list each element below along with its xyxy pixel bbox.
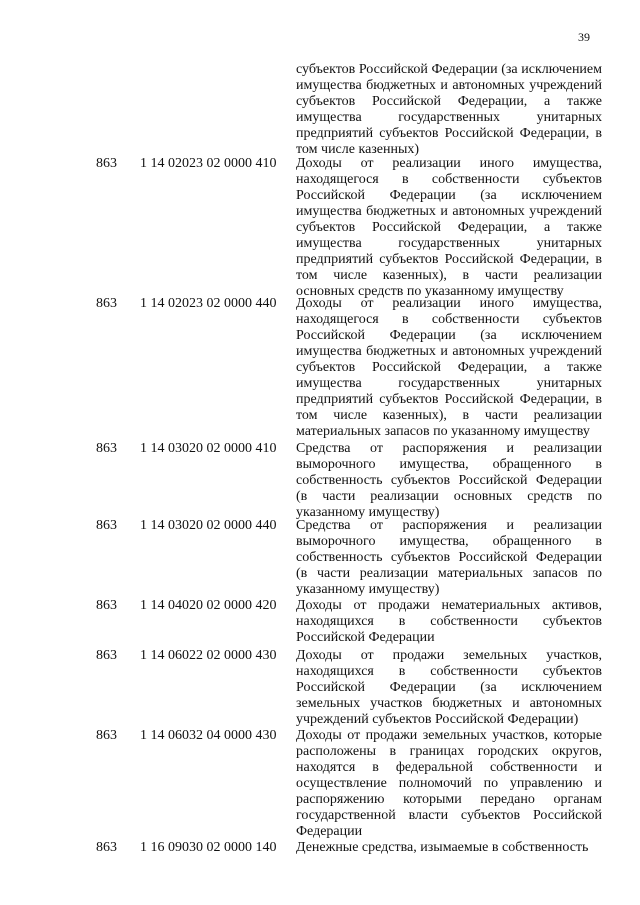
name-cell: Доходы от продажи земельных участков, которые расположены в границах городских округов, находятся в федеральной собственности и осуществление полномочий по управлению и распоряжению которыми передано органам государственной власти субъектов Российской Федерации <box>296 728 602 839</box>
admin-cell: 863 <box>96 648 117 663</box>
name-cell: Доходы от реализации иного имущества, находящегося в собственности субъектов Российской Федерации (за исключением имущества бюджетных и автономных учреждений субъектов Российской Федерации, а также имущества государственных унитарных предприятий субъектов Российской Федерации, в том числе казенных), в части реализации материальных запасов по указанному имуществу <box>296 296 602 439</box>
code-cell: 1 14 04020 02 0000 420 <box>140 598 277 613</box>
code-cell: 1 16 09030 02 0000 140 <box>140 840 277 855</box>
admin-cell: 863 <box>96 840 117 855</box>
admin-cell: 863 <box>96 518 117 533</box>
admin-cell: 863 <box>96 598 117 613</box>
continuation-row <box>96 62 602 156</box>
name-cell: Доходы от продажи земельных участков, находящихся в собственности субъектов Российской Федерации (за исключением земельных участков бюджетных и автономных учреждений субъектов Российской Федерации) <box>296 648 602 727</box>
name-cell: Средства от распоряжения и реализации выморочного имущества, обращенного в собственность субъектов Российской Федерации (в части реализации материальных запасов по указанному имуществу) <box>296 518 602 597</box>
admin-cell: 863 <box>96 441 117 456</box>
code-cell: 1 14 03020 02 0000 410 <box>140 441 277 456</box>
code-cell: 1 14 02023 02 0000 410 <box>140 156 277 171</box>
table-row <box>96 296 602 441</box>
name-cell: Доходы от продажи нематериальных активов, находящихся в собственности субъектов Российской Федерации <box>296 598 602 645</box>
admin-cell: 863 <box>96 728 117 743</box>
name-cell: Доходы от реализации иного имущества, находящегося в собственности субъектов Российской Федерации (за исключением имущества бюджетных и автономных учреждений субъектов Российской Федерации, а также имущества государственных унитарных предприятий субъектов Российской Федерации, в том числе казенных), в части реализации основных средств по указанному имуществу <box>296 156 602 299</box>
table-row <box>96 648 602 728</box>
table-row <box>96 156 602 299</box>
code-cell: 1 14 06032 04 0000 430 <box>140 728 277 743</box>
name-cell: Денежные средства, изымаемые в собственность <box>296 840 589 855</box>
table-row <box>96 840 602 858</box>
table-row <box>96 728 602 840</box>
page-number: 39 <box>578 30 590 44</box>
admin-cell: 863 <box>96 156 117 171</box>
code-cell: 1 14 06022 02 0000 430 <box>140 648 277 663</box>
code-cell: 1 14 02023 02 0000 440 <box>140 296 277 311</box>
table-row <box>96 518 602 598</box>
name-cell: Средства от распоряжения и реализации выморочного имущества, обращенного в собственность субъектов Российской Федерации (в части реализации основных средств по указанному имуществу) <box>296 441 602 520</box>
code-cell: 1 14 03020 02 0000 440 <box>140 518 277 533</box>
name-cell: субъектов Российской Федерации (за исключением имущества бюджетных и автономных учреждений субъектов Российской Федерации, а также имущества государственных унитарных предприятий субъектов Российской Федерации, в том числе казенных) <box>296 62 602 157</box>
admin-cell: 863 <box>96 296 117 311</box>
revenue-codes-table <box>96 62 602 858</box>
table-row <box>96 441 602 518</box>
table-row <box>96 598 602 648</box>
